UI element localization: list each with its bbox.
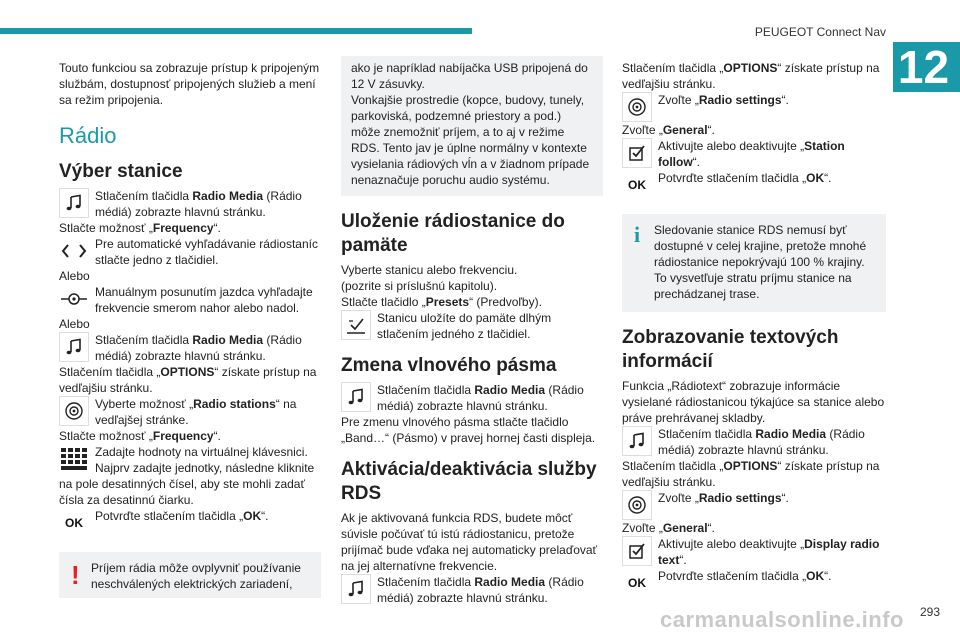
text: Stlačením tlačidla (95, 189, 193, 203)
text: (Rádio médiá) zobrazte hlavnú stránku. (377, 575, 584, 605)
step-text (658, 170, 886, 186)
step-text (658, 92, 886, 108)
warning-note (59, 552, 321, 598)
step-station-follow (622, 138, 886, 170)
step-radio-media (59, 188, 321, 220)
warning-icon: ! (71, 560, 80, 590)
step-text (377, 574, 603, 606)
paragraph (59, 364, 321, 396)
text: Potvrďte stlačením tlačidla „ (658, 569, 807, 583)
left-right-arrows-icon (59, 236, 89, 266)
text: Stlačením tlačidla (658, 427, 756, 441)
column-1 (59, 60, 321, 598)
step-text (658, 536, 886, 568)
alebo-text: Alebo (59, 269, 90, 283)
info-note (622, 214, 886, 312)
paragraph (622, 60, 886, 92)
text: Vyberte možnosť „ (95, 397, 194, 411)
step-text: Stanicu uložíte do pamäte dlhým stlačením jedného z tlačidiel. (377, 311, 552, 341)
text: “. (824, 171, 832, 185)
radio-settings-icon (59, 396, 89, 426)
step-text (658, 138, 886, 170)
text-bold: Radio Media (192, 333, 264, 347)
checkbox-icon (622, 536, 652, 566)
text: “ získate prístup na vedľajšiu stránku. (59, 365, 317, 395)
paragraph (622, 122, 886, 138)
heading-change-band: Zmena vlnového pásma (341, 355, 557, 376)
heading-save-station: Uloženie rádiostanice do pamäte (341, 211, 565, 256)
paragraph (622, 458, 886, 490)
text-bold: OK (806, 171, 825, 185)
step-keypad (59, 444, 321, 508)
text: Stlačením tlačidla (377, 575, 475, 589)
text: (Rádio médiá) zobrazte hlavnú stránku. (377, 383, 584, 413)
text: Potvrďte stlačením tlačidla „ (658, 171, 807, 185)
text: Aktivujte alebo deaktivujte „ (658, 537, 805, 551)
text: “. (781, 491, 789, 505)
paragraph: Ak je aktivovaná funkcia RDS, budete môcť súvisle počúvať tú istú rádiostanicu, pretože prijímač bude vďaka nej automaticky prelaďovať na jej alternatívne frekvencie. (341, 511, 598, 573)
text: Stlačte tlačidlo „ (341, 295, 426, 309)
alebo-text: Alebo (59, 317, 90, 331)
text: Zvoľte „ (622, 123, 663, 137)
text: “ na vedľajšej stránke. (95, 397, 297, 427)
music-note-icon (341, 382, 371, 412)
header-title: PEUGEOT Connect Nav (754, 25, 886, 39)
ok-label: OK (628, 576, 646, 590)
text: Zvoľte „ (658, 491, 699, 505)
info-icon: i (634, 222, 641, 247)
text-bold: Display radio text (658, 537, 880, 567)
step-text (658, 568, 886, 584)
intro-text: Touto funkciou sa zobrazuje prístup k pripojeným službám, dostupnosť pripojených služieb a mení sa režim pripojenia. (59, 61, 320, 107)
text: “ získate prístup na vedľajšiu stránku. (622, 61, 880, 91)
keypad-icon (59, 444, 89, 474)
text: “. (692, 155, 701, 169)
step-text (95, 188, 321, 220)
step-text (658, 490, 886, 506)
paragraph (341, 294, 603, 310)
ok-label: OK (65, 516, 83, 530)
paragraph: Pre zmenu vlnového pásma stlačte tlačidlo „Band…“ (Pásmo) v pravej hornej časti displeja. (341, 415, 596, 445)
step-confirm-ok (59, 508, 321, 538)
step-save-preset (341, 310, 603, 342)
text-bold: OK (806, 569, 825, 583)
text-bold: OPTIONS (723, 459, 778, 473)
text-bold: Radio Media (474, 575, 546, 589)
text: Stlačením tlačidla (95, 333, 193, 347)
header-accent-bar (0, 28, 472, 34)
text: “. (707, 123, 715, 137)
text-bold: Radio Media (755, 427, 827, 441)
paragraph: Funkcia „Rádiotext“ zobrazuje informácie vysielané rádiostanicou týkajúce sa stanice alebo práve prehrávanej skladby. (622, 379, 885, 425)
step-text-radio-settings (622, 490, 886, 520)
text-bold: Radio stations (193, 397, 276, 411)
paragraph (622, 520, 886, 536)
step-confirm-ok (622, 170, 886, 200)
text-bold: Frequency (152, 221, 214, 235)
text-bold: Station follow (658, 139, 845, 169)
text: Zvoľte „ (622, 521, 663, 535)
text: Stlačte možnosť „ (59, 221, 153, 235)
checkbox-icon (622, 138, 652, 168)
step-radio-settings (622, 92, 886, 122)
text: (Rádio médiá) zobrazte hlavnú stránku. (658, 427, 865, 457)
text: “. (781, 93, 789, 107)
text: “. (213, 221, 221, 235)
music-note-icon (341, 574, 371, 604)
subsection-title-station: Výber stanice (59, 161, 183, 182)
step-radio-media-2 (59, 332, 321, 364)
text: “. (261, 509, 269, 523)
text-bold: OPTIONS (160, 365, 215, 379)
preset-icon (341, 310, 371, 340)
paragraph (59, 220, 321, 236)
radio-settings-icon (622, 92, 652, 122)
radio-settings-icon (622, 490, 652, 520)
text: Aktivujte alebo deaktivujte „ (658, 139, 805, 153)
text-bold: Radio settings (698, 491, 782, 505)
step-radio-stations (59, 396, 321, 428)
text: “. (679, 553, 687, 567)
text: “. (213, 429, 221, 443)
column-2 (341, 56, 603, 606)
text-bold: Radio settings (698, 93, 782, 107)
text: Stlačením tlačidla „ (622, 459, 724, 473)
page-number: 293 (919, 605, 940, 619)
text: Potvrďte stlačením tlačidla „ (95, 509, 244, 523)
step-text: Manuálnym posunutím jazdca vyhľadajte frekvencie smerom nahor alebo nadol. (95, 285, 313, 315)
text: Stlačte možnosť „ (59, 429, 153, 443)
text: (Rádio médiá) zobrazte hlavnú stránku. (95, 333, 302, 363)
music-note-icon (622, 426, 652, 456)
text: Stlačením tlačidla „ (59, 365, 161, 379)
text: Stlačením tlačidla „ (622, 61, 724, 75)
heading-text-info: Zobrazovanie textových informácií (622, 327, 839, 372)
text-bold: Radio Media (474, 383, 546, 397)
text-bold: General (662, 521, 708, 535)
chapter-number: 12 (893, 42, 960, 92)
music-note-icon (59, 188, 89, 218)
step-display-radio-text (622, 536, 886, 568)
text-bold: Frequency (152, 429, 214, 443)
step-text: Zadajte hodnoty na virtuálnej klávesnici. Najprv zadajte jednotky, následne kliknite na pole desatinných čísel, aby ste mohli zadať čísla za desatinnú čiarku. (59, 445, 315, 507)
paragraph: (pozrite si príslušnú kapitolu). (341, 279, 498, 293)
step-rds-radio-media (341, 574, 603, 606)
step-text (95, 508, 321, 524)
text: “ (Predvoľby). (469, 295, 542, 309)
paragraph (59, 428, 321, 444)
step-confirm-ok-2 (622, 568, 886, 598)
watermark: carmanualsonline.info (660, 607, 904, 632)
step-text (658, 426, 886, 458)
heading-rds: Aktivácia/deaktivácia služby RDS (341, 459, 597, 504)
ok-label: OK (628, 178, 646, 192)
text-bold: OK (243, 509, 262, 523)
step-manual-slider (59, 284, 321, 316)
text: Zvoľte „ (658, 93, 699, 107)
ok-button-icon (622, 170, 652, 200)
text-bold: OPTIONS (723, 61, 778, 75)
ok-button-icon (59, 508, 89, 538)
text: (Rádio médiá) zobrazte hlavnú stránku. (95, 189, 302, 219)
step-text (95, 332, 321, 364)
step-text-radio-media (622, 426, 886, 458)
section-title-radio: Rádio (59, 123, 117, 148)
column-3 (622, 60, 886, 598)
info-text: Sledovanie stanice RDS nemusí byť dostupné v celej krajine, pretože mnohé rádiostanice nepokrývajú 100 % krajiny. To vysvetľuje stratu príjmu stanice na prechádzanej trase. (654, 223, 867, 301)
tuning-slider-icon (59, 284, 89, 314)
step-text (377, 382, 603, 414)
text: “. (824, 569, 832, 583)
warning-text: Príjem rádia môže ovplyvniť používanie neschválených elektrických zariadení, (91, 561, 301, 591)
step-text: Pre automatické vyhľadávanie rádiostaníc stlačte jedno z tlačidiel. (95, 237, 318, 267)
paragraph: Vyberte stanicu alebo frekvenciu. (341, 263, 518, 277)
ok-button-icon (622, 568, 652, 598)
note-text: ako je napríklad nabíjačka USB pripojená do 12 V zásuvky. Vonkajšie prostredie (kopce, budovy, tunely, parkoviská, podzemné priestory a pod.) môže znemožniť príjem, a to aj v režime RDS. Tento jav je úplne normálny v kontexte vysielania rádiových vĺn a v žiadnom prípade nenaznačuje poruchu audio systému. (351, 61, 590, 187)
warning-note-continued (341, 56, 603, 196)
text-bold: Presets (425, 295, 470, 309)
text: “. (707, 521, 715, 535)
text: “ získate prístup na vedľajšiu stránku. (622, 459, 880, 489)
step-text (95, 396, 321, 428)
step-band-radio-media (341, 382, 603, 414)
text-bold: Radio Media (192, 189, 264, 203)
music-note-icon (59, 332, 89, 362)
text-bold: General (662, 123, 708, 137)
text: Stlačením tlačidla (377, 383, 475, 397)
step-auto-search (59, 236, 321, 268)
